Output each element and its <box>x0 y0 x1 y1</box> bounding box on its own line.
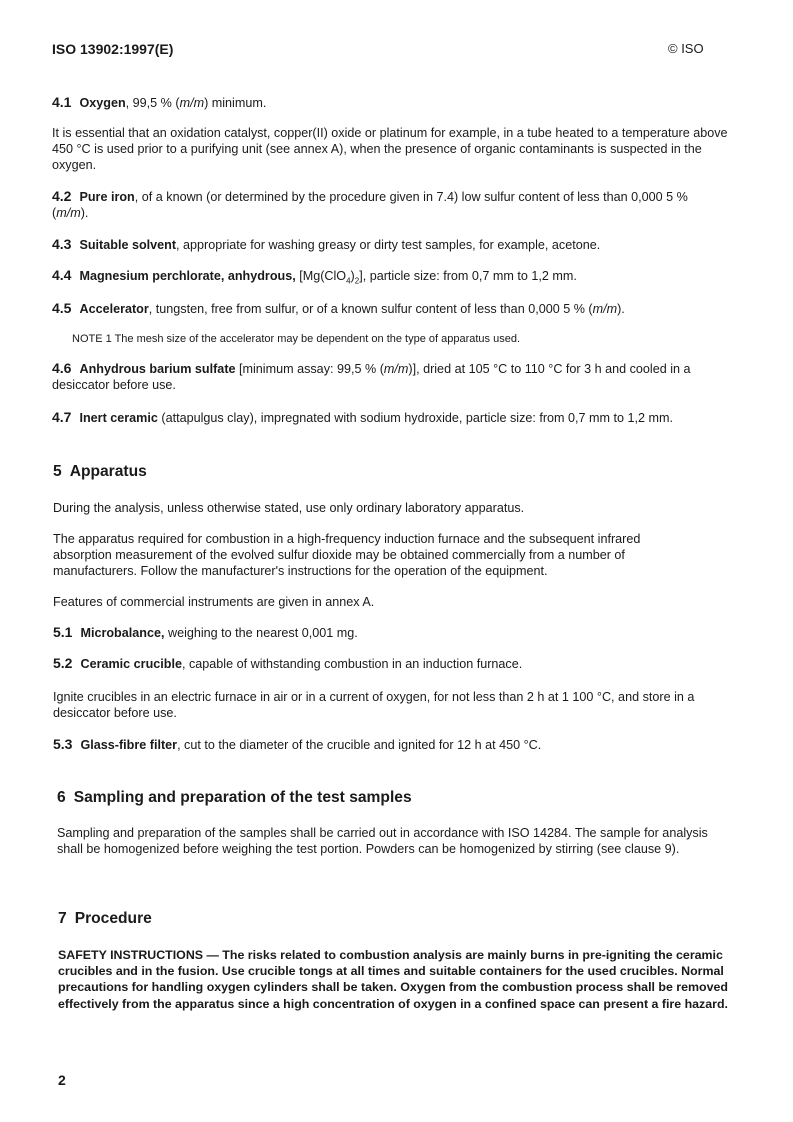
clause-4-1 <box>52 94 742 111</box>
clause-term: Accelerator <box>79 302 149 316</box>
clause-number: 4.5 <box>52 300 72 316</box>
clause-text-end: ). <box>80 206 89 221</box>
unit-mm: m/m <box>592 302 618 316</box>
oxygen-note-paragraph: It is essential that an oxidation catalyst, copper(II) oxide or platinum for example, in a tube heated to a temperature above 450 °C is used prior to a purifying unit (see annex A), when the presence of organic contaminants is suspected in the oxygen. <box>52 126 728 173</box>
section-5-paragraph-3: Features of commercial instruments are given in annex A. <box>53 595 375 609</box>
clause-text-end: ) minimum. <box>204 96 267 110</box>
section-title: Procedure <box>74 910 152 927</box>
clause-4-3 <box>52 236 752 253</box>
section-title: Sampling and preparation of the test samples <box>73 789 412 806</box>
clause-term: Suitable solvent <box>79 238 177 252</box>
clause-text: , capable of withstanding combustion in an induction furnace. <box>181 657 523 671</box>
section-5-paragraph-4: Ignite crucibles in an electric furnace in air or in a current of oxygen, for not less than 2 h at 1 100 °C, and store in a desiccator before use. <box>53 690 695 721</box>
clause-term: Pure iron <box>79 190 135 204</box>
clause-term: Magnesium perchlorate, anhydrous, <box>79 269 296 283</box>
clause-term: Anhydrous barium sulfate <box>79 362 236 376</box>
clause-term: Glass-fibre filter <box>80 738 178 752</box>
subscript: 4 <box>346 276 351 286</box>
unit-mm: m/m <box>179 96 205 110</box>
clause-5-2 <box>53 655 743 672</box>
clause-text-end: )], dried at 105 °C to 110 °C for 3 h and cooled in a desiccator before use. <box>52 362 691 393</box>
clause-number: 5.2 <box>53 655 73 671</box>
page-number: 2 <box>58 1072 66 1088</box>
section-7-heading <box>58 910 152 928</box>
clause-text: , 99,5 % ( <box>125 96 180 110</box>
clause-number: 4.1 <box>52 94 72 110</box>
clause-text: , appropriate for washing greasy or dirty test samples, for example, acetone. <box>176 238 601 252</box>
clause-number: 4.2 <box>52 188 72 204</box>
clause-text: (attapulgus clay), impregnated with sodium hydroxide, particle size: from 0,7 mm to 1,2 mm. <box>157 411 674 425</box>
clause-5-3 <box>53 736 743 753</box>
section-number: 5 <box>53 463 62 480</box>
section-5-paragraph-1: During the analysis, unless otherwise stated, use only ordinary laboratory apparatus. <box>53 501 525 515</box>
clause-text: , of a known (or determined by the procedure given in 7.4) low sulfur content of less than 0,000 5 % ( <box>52 190 688 221</box>
section-6-paragraph: Sampling and preparation of the samples shall be carried out in accordance with ISO 14284. The sample for analysis shall be homogenized before weighing the test portion. Powders can be homogenized by stirring (see clause 9). <box>57 826 708 857</box>
clause-4-6 <box>52 360 742 394</box>
clause-text: , cut to the diameter of the crucible and ignited for 12 h at 450 °C. <box>177 738 542 752</box>
clause-text: , tungsten, free from sulfur, or of a known sulfur content of less than 0,000 5 % ( <box>148 302 593 316</box>
clause-term: Oxygen <box>79 96 126 110</box>
section-number: 6 <box>57 789 66 806</box>
section-title: Apparatus <box>69 463 147 480</box>
clause-number: 5.1 <box>53 624 73 640</box>
clause-4-5 <box>52 300 752 317</box>
safety-instructions: SAFETY INSTRUCTIONS — The risks related to combustion analysis are mainly burns in pre-igniting the ceramic crucibles and in the fusion. Use crucible tongs at all times and suitable containers for the used crucibles. Normal precautions for handling oxygen cylinders shall be taken. Oxygen from the combustion process shall be removed effectively from the apparatus since a high concentration of oxygen in a confined space can present a fire hazard. <box>58 948 728 1011</box>
clause-number: 4.6 <box>52 360 72 376</box>
note-1: NOTE 1 The mesh size of the accelerator may be dependent on the type of apparatus used. <box>72 333 521 345</box>
clause-4-4 <box>52 267 752 290</box>
clause-number: 4.3 <box>52 236 72 252</box>
copyright-mark: © ISO <box>668 41 704 56</box>
subscript: 2 <box>354 276 360 286</box>
unit-mm: m/m <box>56 206 81 221</box>
clause-text-mid: ) <box>350 269 355 283</box>
clause-text-end: ). <box>617 302 625 316</box>
clause-term: Ceramic crucible <box>80 657 182 671</box>
clause-text: [minimum assay: 99,5 % ( <box>235 362 384 376</box>
clause-number: 4.7 <box>52 409 72 425</box>
clause-term: Inert ceramic <box>79 411 158 425</box>
section-5-heading <box>53 463 147 481</box>
clause-text-end: ], particle size: from 0,7 mm to 1,2 mm. <box>359 269 577 283</box>
section-6-heading <box>57 789 412 807</box>
clause-text: [Mg(ClO <box>295 269 347 283</box>
clause-5-1 <box>53 624 743 641</box>
clause-4-7 <box>52 409 752 426</box>
clause-number: 4.4 <box>52 267 72 283</box>
clause-term: Microbalance, <box>80 626 165 640</box>
unit-mm: m/m <box>383 362 409 376</box>
clause-number: 5.3 <box>53 736 73 752</box>
clause-4-2 <box>52 188 692 222</box>
section-5-paragraph-2: The apparatus required for combustion in a high-frequency induction furnace and the subsequent infrared absorption measurement of the evolved sulfur dioxide may be obtained commercially from a number of manufacturers. Follow the manufacturer's instructions for the operation of the equipment. <box>53 532 641 579</box>
document-id: ISO 13902:1997(E) <box>52 41 174 57</box>
clause-text: weighing to the nearest 0,001 mg. <box>164 626 358 640</box>
section-number: 7 <box>58 910 67 927</box>
